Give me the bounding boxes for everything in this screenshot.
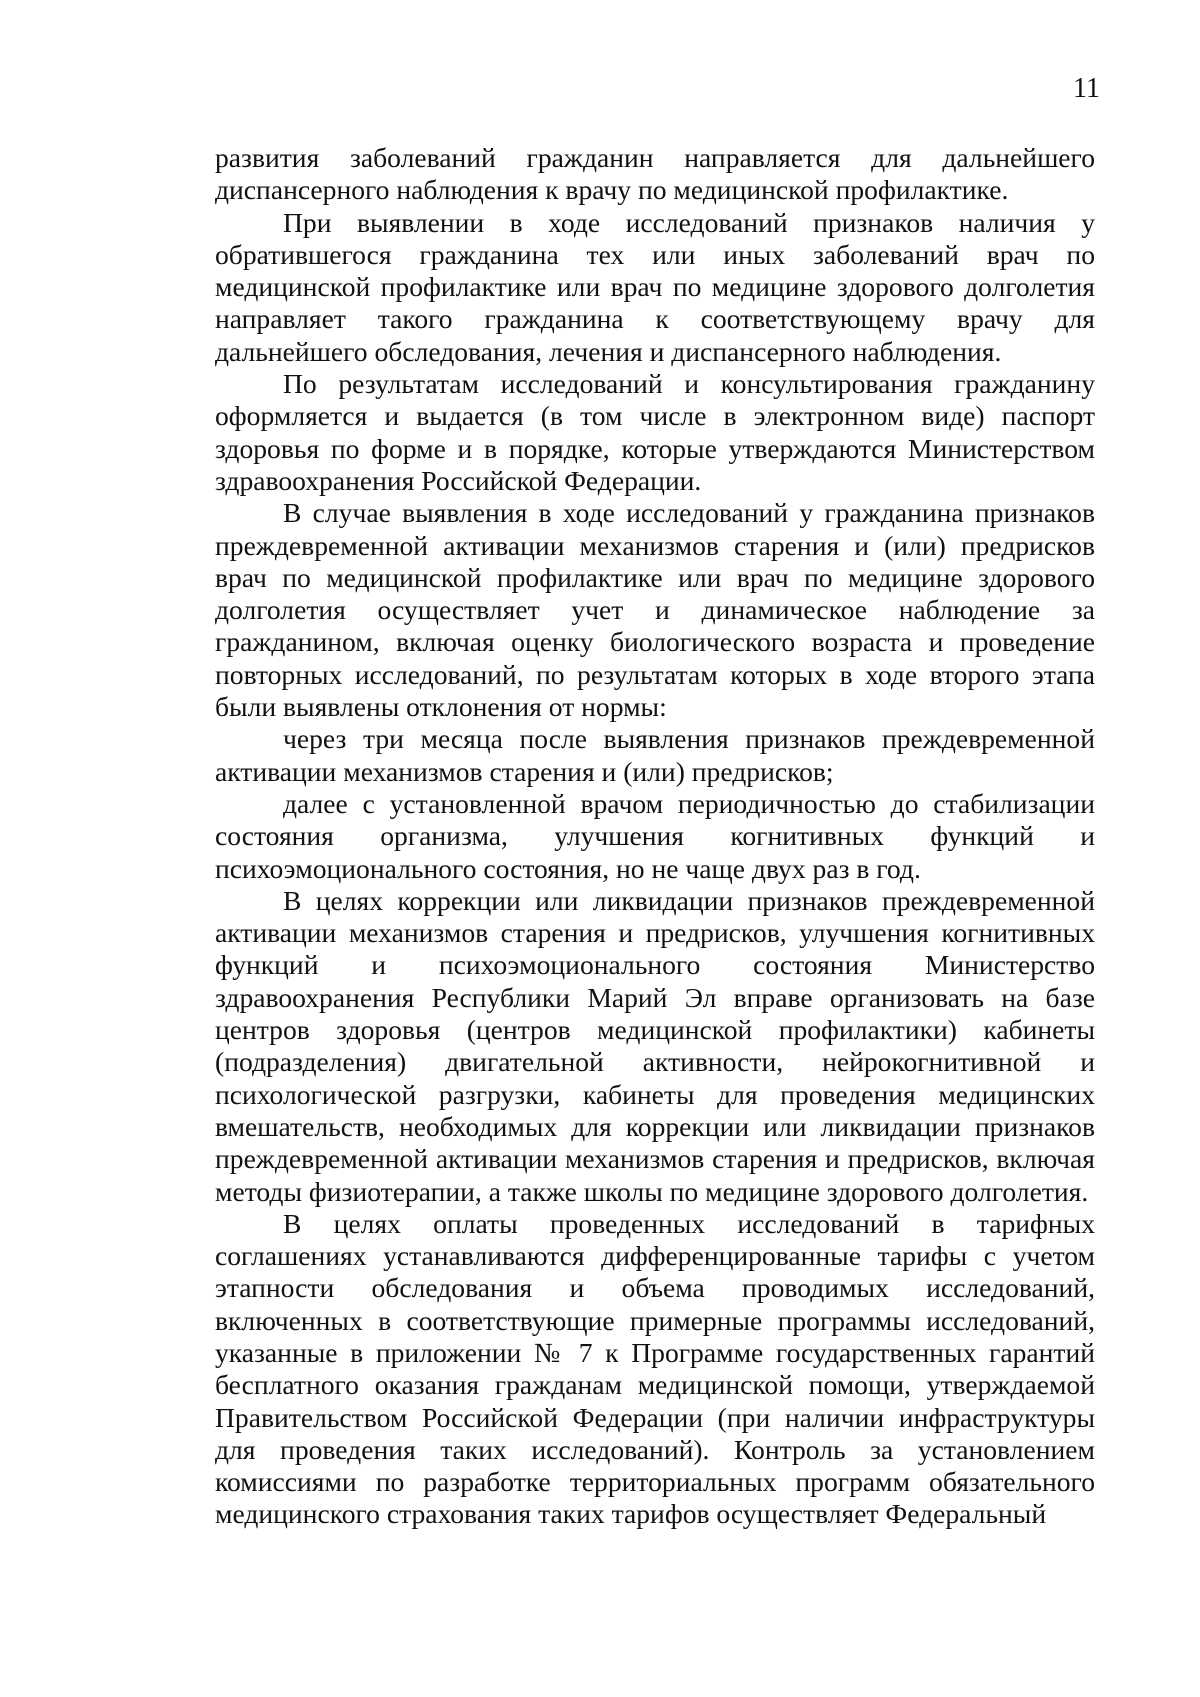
paragraph: через три месяца после выявления признаков преждевременной активации механизмов старения и (или) предрисков; <box>215 723 1095 787</box>
paragraph: далее с установленной врачом периодичностью до стабилизации состояния организма, улучшения когнитивных функций и психоэмоционального состояния, но не чаще двух раз в год. <box>215 787 1095 884</box>
paragraph: В целях коррекции или ликвидации признаков преждевременной активации механизмов старения и предрисков, улучшения когнитивных функций и психоэмоционального состояния Министерство здравоохранения Республики Марий Эл вправе организовать на базе центров здоровья (центров медицинской профилактики) кабинеты (подразделения) двигательной активности, нейрокогнитивной и психологической разгрузки, кабинеты для проведения медицинских вмешательств, необходимых для коррекции или ликвидации признаков преждевременной активации механизмов старения и предрисков, включая методы физиотерапии, а также школы по медицине здорового долголетия. <box>215 884 1095 1207</box>
page-number: 11 <box>1073 73 1100 104</box>
body-text <box>215 142 1095 1531</box>
paragraph: В целях оплаты проведенных исследований в тарифных соглашениях устанавливаются дифференцированные тарифы с учетом этапности обследования и объема проводимых исследований, включенных в соответствующие примерные программы исследований, указанные в приложении № 7 к Программе государственных гарантий бесплатного оказания гражданам медицинской помощи, утверждаемой Правительством Российской Федерации (при наличии инфраструктуры для проведения таких исследований). Контроль за установлением комиссиями по разработке территориальных программ обязательного медицинского страхования таких тарифов осуществляет Федеральный <box>215 1207 1095 1530</box>
paragraph: По результатам исследований и консультирования гражданину оформляется и выдается (в том числе в электронном виде) паспорт здоровья по форме и в порядке, которые утверждаются Министерством здравоохранения Российской Федерации. <box>215 368 1095 496</box>
paragraph: При выявлении в ходе исследований признаков наличия у обратившегося гражданина тех или иных заболеваний врач по медицинской профилактике или врач по медицине здорового долголетия направляет такого гражданина к соответствующему врачу для дальнейшего обследования, лечения и диспансерного наблюдения. <box>215 206 1095 367</box>
paragraph: В случае выявления в ходе исследований у гражданина признаков преждевременной активации механизмов старения и (или) предрисков врач по медицинской профилактике или врач по медицине здорового долголетия осуществляет учет и динамическое наблюдение за гражданином, включая оценку биологического возраста и проведение повторных исследований, по результатам которых в ходе второго этапа были выявлены отклонения от нормы: <box>215 497 1095 723</box>
paragraph-continuation: развития заболеваний гражданин направляется для дальнейшего диспансерного наблюдения к врачу по медицинской профилактике. <box>215 142 1095 206</box>
